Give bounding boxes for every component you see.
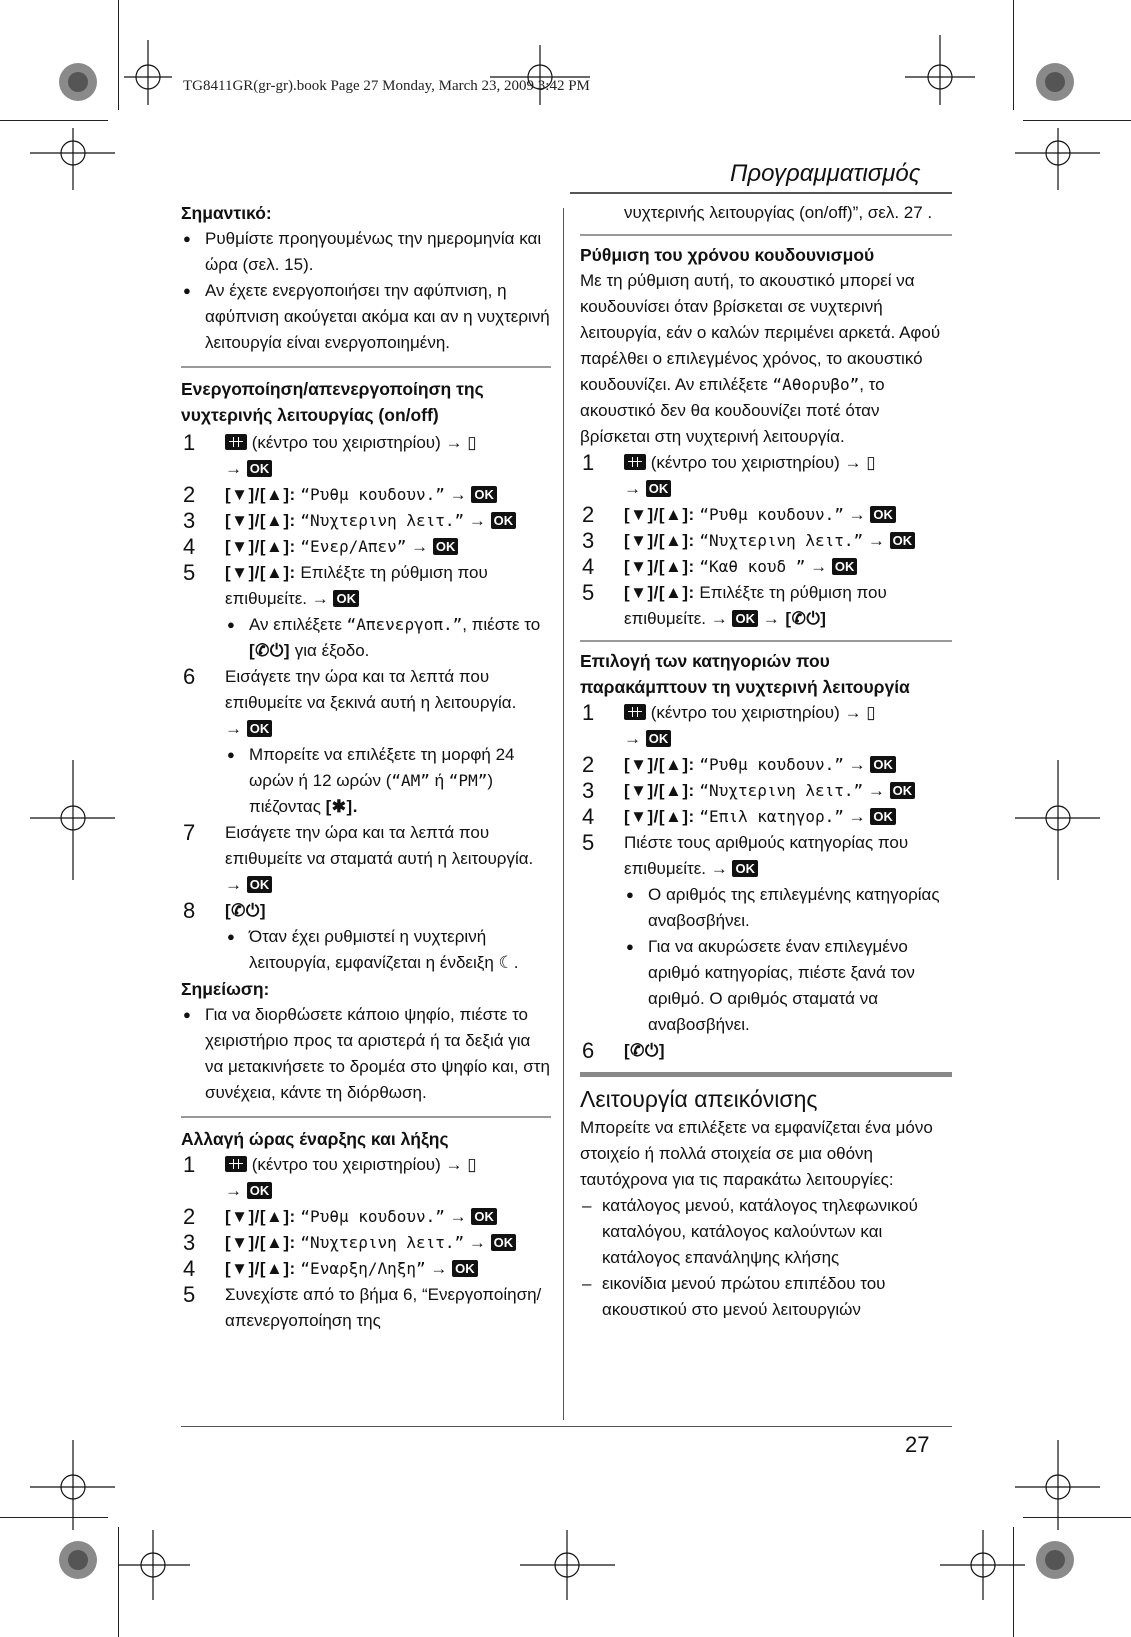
ok-key: OK <box>646 730 672 747</box>
section-rule <box>181 356 551 368</box>
handset-icon: ▯ <box>866 703 876 722</box>
category-title: Επιλογή των κατηγοριών που παρακάμπτουν τη νυχτερινή λειτουργία <box>580 651 910 697</box>
color-wheel-icon <box>59 63 97 101</box>
bullet-text: , πιέστε το <box>462 615 541 634</box>
list-item: – εικονίδια μενού πρώτου επιπέδου του ακουστικού στο μενού λειτουργιών <box>580 1271 952 1323</box>
left-column <box>181 200 551 1334</box>
step-number: 3 <box>183 508 196 533</box>
registration-target-icon <box>30 1440 115 1530</box>
step-3: 3 [▼]/[▲]: “Νυχτερινη λειτ.” → OK <box>181 1230 551 1256</box>
step-text: Επιλέξτε τη ρύθμιση που επιθυμείτε. → <box>624 583 887 628</box>
section-rule-thick <box>580 1064 952 1077</box>
step-text: Πιέστε τους αριθμούς κατηγορίας που επιθυμείτε. → <box>624 833 909 878</box>
nav-keys: [▼]/[▲]: <box>624 583 695 602</box>
section-rule <box>580 632 952 642</box>
ok-key: OK <box>247 460 273 477</box>
menu-key-icon <box>225 1156 247 1172</box>
step-number: 2 <box>582 502 595 527</box>
ok-key: OK <box>732 610 758 627</box>
book-info: TG8411GR(gr-gr).book Page 27 Monday, March 23, 2009 3:42 PM <box>183 78 590 94</box>
registration-target-icon <box>124 40 172 105</box>
step-5 <box>580 830 952 882</box>
ok-key: OK <box>646 480 672 497</box>
nav-keys: [▼]/[▲]: <box>624 781 695 800</box>
menu-option: “Ρυθμ κουδουν.” <box>699 755 844 774</box>
menu-option: “Νυχτερινη λειτ.” <box>300 1233 465 1252</box>
step-number: 5 <box>183 1282 196 1307</box>
menu-option: “Απενεργοπ.” <box>346 615 463 634</box>
important-title: Σημαντικό: <box>181 203 272 223</box>
ok-key: OK <box>870 506 896 523</box>
step-number: 7 <box>183 820 196 845</box>
step-text: (κέντρο του χειριστηρίου) → <box>650 453 862 472</box>
step-3: 3 [▼]/[▲]: “Νυχτερινη λειτ.” → OK <box>580 778 952 804</box>
color-wheel-icon <box>1036 63 1074 101</box>
step-2: 2 [▼]/[▲]: “Ρυθμ κουδουν.” → OK <box>181 1204 551 1230</box>
step-number: 4 <box>582 554 595 579</box>
header-rule <box>570 192 952 194</box>
nav-keys: [▼]/[▲]: <box>624 505 695 524</box>
step-2: 2 [▼]/[▲]: “Ρυθμ κουδουν.” → OK <box>181 482 551 508</box>
list-item: ● Ο αριθμός της επιλεγμένης κατηγορίας αναβοσβήνει. <box>624 882 952 934</box>
step-number: 1 <box>582 450 595 475</box>
step-number: 6 <box>582 1038 595 1063</box>
step-number: 2 <box>183 1204 196 1229</box>
handset-icon: ▯ <box>467 433 477 452</box>
nav-keys: [▼]/[▲]: <box>225 537 296 556</box>
step-4: 4 [▼]/[▲]: “Ενερ/Απεν” → OK <box>181 534 551 560</box>
bullet-text: Μπορείτε να επιλέξετε τη μορφή 24 ωρών ή 12 ωρών ( <box>249 745 515 790</box>
ok-key: OK <box>890 532 916 549</box>
note-title: Σημείωση: <box>181 979 270 999</box>
ok-key: OK <box>870 808 896 825</box>
menu-option: “Νυχτερινη λειτ.” <box>300 511 465 530</box>
off-key: → [✆⏻] <box>762 609 827 628</box>
step-text: (κέντρο του χειριστηρίου) → <box>251 1155 463 1174</box>
step-4: 4 [▼]/[▲]: “Εναρξη/Ληξη” → OK <box>181 1256 551 1282</box>
nav-keys: [▼]/[▲]: <box>225 1233 296 1252</box>
step-1: 1 (κέντρο του χειριστηρίου) → ▯ → OK <box>183 430 477 478</box>
display-title: Λειτουργία απεικόνισης <box>580 1086 818 1112</box>
section-rule <box>181 1106 551 1118</box>
list-item: ● Για να ακυρώσετε έναν επιλεγμένο αριθμό κατηγορίας, πιέστε ξανά τον αριθμό. Ο αριθμός σταματά να αναβοσβήνει. <box>624 934 952 1038</box>
ok-key: OK <box>732 860 758 877</box>
step-5 <box>181 1282 551 1334</box>
menu-option: “Εναρξη/Ληξη” <box>300 1259 426 1278</box>
step-3: 3 [▼]/[▲]: “Νυχτερινη λειτ.” → OK <box>181 508 551 534</box>
list-item: ● Αν έχετε ενεργοποιήσει την αφύπνιση, η αφύπνιση ακούγεται ακόμα και αν η νυχτερινή λειτουργία είναι ενεργοποιημένη. <box>181 278 551 356</box>
step-number: 5 <box>582 830 595 855</box>
ok-key: OK <box>832 558 858 575</box>
column-divider <box>563 208 564 1420</box>
color-wheel-icon <box>1036 1541 1074 1579</box>
ok-key: OK <box>491 512 517 529</box>
ok-key: OK <box>333 590 359 607</box>
list-item: – κατάλογος μενού, κατάλογος τηλεφωνικού καταλόγου, κατάλογος καλούντων και κατάλογος επανάληψης κλήσης <box>580 1193 952 1271</box>
bullet-text: για έξοδο. <box>294 641 370 660</box>
display-paragraph: Μπορείτε να επιλέξετε να εμφανίζεται ένα μόνο στοιχείο ή πολλά στοιχεία σε μια οθόνη ταυτόχρονα για τις παρακάτω λειτουργίες: <box>580 1118 933 1189</box>
bullet-text: ή <box>429 771 449 790</box>
menu-key-icon <box>624 704 646 720</box>
handset-icon: ▯ <box>866 453 876 472</box>
handset-icon: ▯ <box>467 1155 477 1174</box>
nav-keys: [▼]/[▲]: <box>624 807 695 826</box>
menu-option: “Καθ κουδ ” <box>699 557 806 576</box>
right-column <box>580 200 952 1323</box>
ok-key: OK <box>491 1234 517 1251</box>
ok-key: OK <box>471 486 497 503</box>
menu-option: “Ρυθμ κουδουν.” <box>300 485 445 504</box>
registration-target-icon <box>905 35 975 105</box>
registration-target-icon <box>118 1530 190 1600</box>
step-1: 1 (κέντρο του χειριστηρίου) → ▯ → OK <box>582 450 876 498</box>
menu-option: “Αθορυβο” <box>772 375 860 394</box>
star-key: [✱]. <box>325 797 358 816</box>
registration-target-icon <box>940 1530 1025 1600</box>
menu-key-icon <box>225 434 247 450</box>
menu-key-icon <box>624 454 646 470</box>
off-key: [✆⏻] <box>624 1041 666 1060</box>
section-title: Προγραμματισμός <box>730 160 921 187</box>
ok-key: OK <box>471 1208 497 1225</box>
step-number: 8 <box>183 898 196 923</box>
menu-option: “Νυχτερινη λειτ.” <box>699 781 864 800</box>
ok-key: OK <box>247 1182 273 1199</box>
list-item: ● Ρυθμίστε προηγουμένως την ημερομηνία και ώρα (σελ. 15). <box>181 226 551 278</box>
step-number: 6 <box>183 664 196 689</box>
change-title: Αλλαγή ώρας έναρξης και λήξης <box>181 1129 449 1149</box>
ring-title: Ρύθμιση του χρόνου κουδουνισμού <box>580 245 875 265</box>
step-number: 5 <box>183 560 196 585</box>
nav-keys: [▼]/[▲]: <box>225 511 296 530</box>
step-2: 2 [▼]/[▲]: “Ρυθμ κουδουν.” → OK <box>580 502 952 528</box>
bullet-text: Αν επιλέξετε <box>249 615 342 634</box>
step-7 <box>181 820 551 898</box>
step-text: Επιλέξτε τη ρύθμιση που επιθυμείτε. → <box>225 563 488 608</box>
step-text: Συνεχίστε από το βήμα 6, “Ενεργοποίηση/απενεργοποίηση της <box>225 1285 542 1330</box>
continued-text: νυχτερινής λειτουργίας (on/off)”, σελ. 27 . <box>624 203 933 222</box>
list-item: ● Όταν έχει ρυθμιστεί η νυχτερινή λειτουργία, εμφανίζεται η ένδειξη ☾. <box>225 924 551 976</box>
menu-option: “Επιλ κατηγορ.” <box>699 807 844 826</box>
nav-keys: [▼]/[▲]: <box>225 485 296 504</box>
nav-keys: [▼]/[▲]: <box>225 563 296 582</box>
step-2: 2 [▼]/[▲]: “Ρυθμ κουδουν.” → OK <box>580 752 952 778</box>
registration-target-icon <box>30 128 115 190</box>
step-number: 1 <box>183 1152 196 1177</box>
step-3: 3 [▼]/[▲]: “Νυχτερινη λειτ.” → OK <box>580 528 952 554</box>
step-5 <box>580 580 952 632</box>
menu-option: “AM” <box>391 771 430 790</box>
menu-option: “Ρυθμ κουδουν.” <box>300 1207 445 1226</box>
ok-key: OK <box>433 538 459 555</box>
ok-key: OK <box>870 756 896 773</box>
step-text: Εισάγετε την ώρα και τα λεπτά που επιθυμείτε να ξεκινά αυτή η λειτουργία. <box>225 667 517 712</box>
menu-option: “Ενερ/Απεν” <box>300 537 407 556</box>
step-number: 5 <box>582 580 595 605</box>
registration-target-icon <box>30 760 115 880</box>
step-number: 3 <box>582 528 595 553</box>
step-number: 3 <box>582 778 595 803</box>
step-8 <box>181 898 551 924</box>
step-number: 3 <box>183 1230 196 1255</box>
step-text: (κέντρο του χειριστηρίου) → <box>650 703 862 722</box>
step-number: 1 <box>582 700 595 725</box>
menu-option: “Νυχτερινη λειτ.” <box>699 531 864 550</box>
menu-option: “PM” <box>448 771 488 790</box>
registration-target-icon <box>490 45 590 105</box>
step-number: 4 <box>183 534 196 559</box>
step-1: 1 (κέντρο του χειριστηρίου) → ▯ → OK <box>582 700 876 748</box>
registration-target-icon <box>520 1530 615 1600</box>
step-number: 2 <box>582 752 595 777</box>
step-number: 2 <box>183 482 196 507</box>
off-key: [✆⏻] <box>249 641 291 660</box>
registration-target-icon <box>1015 760 1100 880</box>
step-5 <box>181 560 551 612</box>
step-text: (κέντρο του χειριστηρίου) → <box>251 433 463 452</box>
registration-target-icon <box>1015 1440 1100 1530</box>
color-wheel-icon <box>59 1541 97 1579</box>
step-text: Εισάγετε την ώρα και τα λεπτά που επιθυμείτε να σταματά αυτή η λειτουργία. → <box>225 823 534 894</box>
nav-keys: [▼]/[▲]: <box>624 557 695 576</box>
step-number: 1 <box>183 430 196 455</box>
section-rule <box>580 226 952 236</box>
ok-key: OK <box>890 782 916 799</box>
ok-key: OK <box>452 1260 478 1277</box>
page-number: 27 <box>905 1432 930 1457</box>
ok-key: OK <box>247 720 273 737</box>
nav-keys: [▼]/[▲]: <box>225 1259 296 1278</box>
bullet-text: ) πιέζοντας <box>249 771 493 816</box>
nav-keys: [▼]/[▲]: <box>624 755 695 774</box>
ok-key: OK <box>247 876 273 893</box>
nav-keys: [▼]/[▲]: <box>624 531 695 550</box>
list-item: ● Για να διορθώσετε κάποιο ψηφίο, πιέστε το χειριστήριο προς τα αριστερά ή τα δεξιά για να μετακινήσετε το δρομέα στο ψηφίο και, στη συνέχεια, κάντε τη διόρθωση. <box>181 1002 551 1106</box>
step-number: 4 <box>582 804 595 829</box>
ring-paragraph <box>580 268 952 450</box>
step-1: 1 (κέντρο του χειριστηρίου) → ▯ → OK <box>183 1152 477 1200</box>
nav-keys: [▼]/[▲]: <box>225 1207 296 1226</box>
onoff-title: Ενεργοποίηση/απενεργοποίηση της νυχτερινής λειτουργίας (on/off) <box>181 379 484 425</box>
registration-target-icon <box>1015 128 1100 190</box>
paragraph-text: Με τη ρύθμιση αυτή, το ακουστικό μπορεί να κουδουνίσει όταν βρίσκεται σε νυχτερινή λειτουργία, εάν ο καλών περιμένει αρκετά. Αφού παρέλθει ο επιλεγμένος χρόνος, το ακουστικό κουδουνίζει. Αν επιλέξετε <box>580 271 941 394</box>
step-6 <box>580 1038 952 1064</box>
menu-option: “Ρυθμ κουδουν.” <box>699 505 844 524</box>
off-key: [✆⏻] <box>225 901 267 920</box>
step-number: 4 <box>183 1256 196 1281</box>
list-item <box>225 742 551 820</box>
step-6: 6 Εισάγετε την ώρα και τα λεπτά που επιθυμείτε να ξεκινά αυτή η λειτουργία. → OK <box>183 664 517 738</box>
step-4: 4 [▼]/[▲]: “Επιλ κατηγορ.” → OK <box>580 804 952 830</box>
paragraph-text: , το ακουστικό δεν θα κουδουνίζει ποτέ όταν βρίσκεται στη νυχτερινή λειτουργία. <box>580 375 885 446</box>
list-item <box>225 612 551 664</box>
footer-rule <box>181 1426 952 1427</box>
step-4: 4 [▼]/[▲]: “Καθ κουδ ” → OK <box>580 554 952 580</box>
